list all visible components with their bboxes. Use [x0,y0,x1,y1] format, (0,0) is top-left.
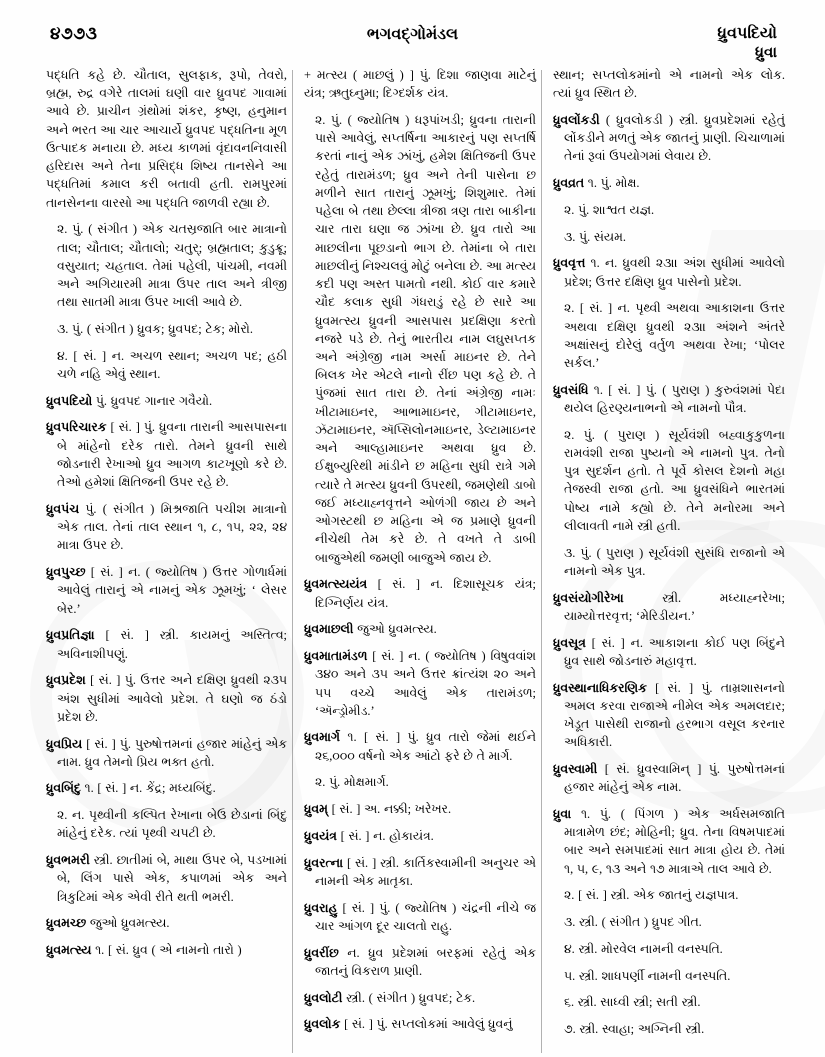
dictionary-sense [553,544,785,580]
entry-text: ( ધ્રુવલોકડી ) સ્ત્રી. ધ્રુવપ્રદેશમાં રહેતું લોંકડીને મળતું એક જાતનું પ્રાણી. ચિચાળામાં તેનાં રૂવાં ઉપયોગમાં લેવાય છે. [564,112,785,164]
dictionary-sense [304,773,536,791]
entry-headword: ધ્રુવમ્ [304,802,328,817]
dictionary-sense [304,111,536,567]
entry-text: જુઓ ધ્રુવમત્સ્ય. [353,622,437,637]
dictionary-entry [46,418,287,491]
entry-text: ૧. [ સં. ધ્રુવ ( એ નામનો તારો ) [91,943,242,958]
entry-text: [ સં. ] ન. ( જ્યોતિષ ) ઉત્તર ગોળાર્ધમાં આવેલું તારાનું એ નામનું એક ઝૂમખું; ‘ લેસર બેર.’ [57,565,287,616]
entry-headword: ધ્રુવમત્સ્ય [46,943,92,958]
entry-text: ૨. [ સં. ] ન. પૃથ્વી અથવા આકાશના ઉત્તર અથવા દક્ષિણ ધ્રુવથી ૨૩॥ અંશને અંતરે અક્ષાંસનું દોરેલું વર્તુળ અથવા રેખા; ‘પોલર સર્કલ.’ [564,301,785,371]
entry-text: ૨. પું. શાશ્વત યજ્ઞ. [564,202,655,217]
entry-text: ૩. સ્ત્રી. ( સંગીત ) ધ્રુપદ ગીત. [564,915,702,930]
dictionary-entry [46,500,287,555]
dictionary-sense [553,940,785,958]
running-head [717,24,777,64]
entry-text: સ્ત્રી. મધ્યાહ્નરેખા; યામ્યોત્તરવૃત્ત; ‘મેરિડીયન.’ [564,590,785,623]
dictionary-entry [304,944,536,980]
dictionary-entry [304,575,536,611]
running-head-bottom: ધ્રુવા [754,45,777,62]
entry-text: પું. ( સંગીત ) મિશ્રજાતિ પચીશ માત્રાનો એક તાલ. તેનાં તાલ સ્થાન ૧, ૮, ૧૫, ૨૨, ૨૪ માત્રા ઉપર છે. [57,501,287,553]
entry-text: ૨. ન. પૃથ્વીની કલ્પિત રેખાના બેઉ છેડાનાં બિંદુ માંહેનું દરેક. ત્યાં પૃથ્વી ચપટી છે. [57,808,287,841]
entry-headword: ધ્રુવપ્રિય [46,736,83,751]
entry-text: [ સં. ] સ્ત્રી. કાયમનું અસ્તિત્વ; અવિનાશીપણું. [57,628,287,661]
entry-text: [ સં. ] સ્ત્રી. કાર્તિકસ્વામીની અનુચર એ નામની એક માતૃકા. [315,855,536,888]
entry-headword: ધ્રુવવૃત્ત [553,256,586,271]
dictionary-entry [46,779,287,797]
dictionary-entry [46,626,287,662]
entry-text: સ્ત્રી. ( સંગીત ) ધ્રુવપદ; ટેક. [342,990,476,1005]
dictionary-sense [553,886,785,904]
dictionary-entry [46,851,287,906]
dictionary-entry [553,634,785,670]
entry-text: ૨. પું. ( પુરાણ ) સૂર્યવંશી બહ્વાકુકુળના રામવંશી રાજા પુષ્યનો એ નામનો પુત્ર. તેનો પુત્ર સુદર્શન હતો. તે પૂર્વે કોસલ દેશનો મહા તેજસ્વી રાજા હતો. આ ધ્રુવસંધિને ભારતમાં પોષ્ય નામે કહ્યો છે. તેને મનોરમા અને લીલાવતી નામે સ્ત્રી હતી. [564,427,785,533]
text-column-3 [544,66,793,1053]
entry-text: [ સં. ] પું. ધ્રુવના તારાની આસપાસના બે માંહેનો દરેક તારો. તેમને ધ્રુવની સાથે જોડનારી રેખાઓ ધ્રુવ આગળ કાટખૂણો કરે છે. તેઓ હમેશાં ક્ષિતિજની ઉપર રહે છે. [57,420,287,490]
entry-headword: ધ્રુવસ્વામી [553,762,598,776]
text-column-2 [295,66,544,1053]
dictionary-entry [553,254,785,290]
entry-headword: ધ્રુવમત્સ્યયંત્ર [304,577,368,592]
dictionary-sense [553,66,785,102]
entry-headword: ધ્રુવસંયોગીરેખા [553,590,624,605]
entry-text: ૧. પું. ( પિંગળ ) એક અર્ધસમજાતિ માત્રામેળ છંદ; મોહિની; ધ્રુવ. તેના વિષમપાદમાં બાર અને સમપાદમાં સાત માત્રા હોય છે. તેમાં ૧, ૫, ૯, ૧૩ અને ૧૭ માત્રાએ તાલ આવે છે. [564,806,785,876]
column-divider [541,70,542,1053]
entry-headword: ધ્રુવલોંકડી [553,112,600,127]
dictionary-entry [553,589,785,625]
dictionary-sense [553,299,785,372]
entry-text: સ્ત્રી. છાતીમાં બે, માથા ઉપર બે, પડખામાં બે, લિંગ પાસે એક, કપાળમાં એક અને ત્રિકુટિમાં એક એવી રીતે થતી ભમરી. [57,853,287,904]
entry-text: [ સં. ] ન. દિશાસૂચક યંત્ર; દિગ્નિર્ણય યંત્ર. [315,577,536,610]
dictionary-sense [46,66,287,212]
entry-text: સ્થાન; સપ્તલોકમાંનો એ નામનો એક લોક. ત્યાં ધ્રુવ સ્થિત છે. [553,68,785,101]
dictionary-entry [304,728,536,764]
entry-headword: ધ્રુવા [553,806,572,821]
entry-headword: ધ્રુવભમરી [46,853,90,868]
entry-text: [ સં. ધ્રુવસ્વામિન્ ] પું. પુરુષોત્તમનાં હજાર માંહેનું એક નામ. [564,762,785,795]
dictionary-entry [553,805,785,878]
dictionary-entry [304,854,536,890]
entry-headword: ધ્રુવરત્ના [304,855,344,870]
entry-text: ૨. પું. ( સંગીત ) એક ચતસ્રજાતિ બાર માત્રાનો તાલ; ચૌતાલ; ચૌતાલો; ચતુર્; બ્રહ્મતાલ; કુડુક્રૂ; વસુયાત; ચહતાલ. તેમાં પહેલી, પાંચમી, નવમી અને અગિયારમી માત્રા ઉપર તાલ અને ત્રીજી તથા સાતમી માત્રા ઉપર ખાલી આવે છે. [57,222,287,310]
dictionary-entry [304,1015,536,1033]
entry-text: ૬. સ્ત્રી. સાધ્વી સ્ત્રી; સતી સ્ત્રી. [564,995,701,1010]
dictionary-entry [46,914,287,932]
dictionary-sense [46,347,287,383]
column-divider [292,70,293,1053]
entry-headword: ધ્રુવમાતામંડળ [304,649,368,664]
entry-text: પું. ધ્રુવપદ ગાનાર ગવૈયો. [92,393,213,408]
dictionary-entry [553,111,785,166]
dictionary-sense [46,806,287,842]
entry-headword: ધ્રુવલોટી [304,990,343,1005]
entry-headword: ધ્રુવમાછલી [304,622,354,637]
entry-headword: ધ્રુવબિંદુ [46,781,81,796]
entry-headword: ધ્રુવપ્રતિજ્ઞા [46,628,95,643]
entry-headword: ધ્રુવરીંછ [304,945,339,960]
entry-text: [ સં. ] અ. નક્કી; ખરેખર. [327,802,452,817]
entry-headword: ધ્રુવસૂત્ર [553,635,586,650]
running-head-top: ધ્રુવપદિયો [717,25,777,42]
dictionary-entry [304,989,536,1007]
entry-text: ૨. [ સં. ] સ્ત્રી. એક જાતનું યજ્ઞપાત્ર. [564,888,739,903]
dictionary-sense [553,913,785,931]
entry-text: ૪. [ સં. ] ન. અચળ સ્થાન; અચળ પદ; હઠી ચળે નહિ એવું સ્થાન. [57,348,287,382]
dictionary-sense [553,967,785,985]
dictionary-entry [553,174,785,192]
entry-headword: ધ્રુવપુચ્છ [46,565,86,580]
entry-headword: ધ્રુવલોક [304,1017,341,1032]
book-title: ભગવદ્ગોમંડલ [366,26,459,43]
dictionary-sense [553,228,785,246]
dictionary-entry [304,620,536,638]
dictionary-entry [553,760,785,796]
entry-headword: ધ્રુવરાહુ [304,900,338,915]
dictionary-entry [304,899,536,935]
dictionary-entry [46,671,287,726]
entry-text: ૨. પું. મોક્ષમાર્ગ. [315,775,389,790]
entry-text: [ સં. ] પું. તામ્રશાસનનો અમલ કરવા રાજાએ નીમેલ એક અમલદાર; ખેડૂત પાસેથી રાજાનો હરભાગ વસૂલ કરનાર અધિકારી. [564,680,785,750]
columns-container [46,66,801,1053]
dictionary-entry [46,392,287,410]
entry-text: ૩. પું. સંયમ. [564,229,626,244]
entry-text: જુઓ ધ્રુવમત્સ્ય. [86,916,170,931]
entry-text: ૧. પું. મોક્ષ. [584,176,640,191]
entry-text: ૪. સ્ત્રી. મોરવેલ નામની વનસ્પતિ. [564,941,723,956]
entry-text: ૩. પું. ( સંગીત ) ધ્રુવક; ધ્રુવપદ; ટેક; મોરો. [57,322,253,337]
entry-headword: ધ્રુવવ્રત [553,176,585,191]
entry-text: ૨. પું. ( જ્યોતિષ ) ધરૂપાંખડી; ધ્રુવના તારાની પાસે આવેલું, સપ્તર્ષિના આકારનું પણ સપ્તર્ષિ કરતાં નાનું એક ઝાંખું, હમેશ ક્ષિતિજની ઉપર રહેતું તારામંડળ; ધ્રુવ અને તેની પાસેના છ મળીને સાત તારાનું ઝૂમખું; શિશુમાર. તેમાં પહેલા બે તથા છેલ્લા ત્રીજા ત્રણ તારા બાકીના ચાર તારા ઘણા જ ઝાંખા છે. ધ્રુવ તારો આ માછલીના પૂછડાનો ભાગ છે. તેમાંના બે તારા માછલીનું નિશ્ચલવું મોટું બનેલા છે. આ મત્સ્ય કદી પણ અસ્ત પામતો નથી. કોઈ વાર કમારે ચૌદ કલાક સુધી ગંધરાડું રહે છે સારે આ ધ્રુવમત્સ્ય ધ્રુવની આસપાસ પ્રદક્ષિણા કરતો નજરે પડે છે. તેનું ભારતીય નામ લઘુસપ્તક અને અંગ્રેજી નામ અર્સા માઇનર છે. તેને બિલક ખેર એટલે નાનો રીંછ પણ કહે છે. તે પુંજમાં સાત તારા છે. તેનાં અંગ્રેજી નામઃ ખીટામાઇનર, આભામાઇનર, ગીટામાઇનર, ઝૅટામાઇનર, ઍપ્સિલોનમાઇનર, ડેલ્ટામાઇનર અને આલ્હામાઇનર અથવા ધ્રુવ છે. ઈક્ષુબ્યુરિથી માંડીને છ મહિના સુધી રાત્રે ગમે ત્યારે તે મત્સ્ય ધ્રુવની ઉપરથી, જમણેથી ડાબો જઈ મધ્યાહ્નવૃત્તને ઓળંગી જાય છે અને ઓગસ્ટથી છ મહિના એ જ પ્રમાણે ધ્રુવની નીચેથી તેમ કરે છે. તે વખતે તે ડાબી બાજુએથી જમણી બાજુએ જાય છે. [315,112,536,565]
entry-text: [ સં. ] ન. આકાશના કોઈ પણ બિંદુને ધ્રુવ સાથે જોડનારું મહાવૃત્ત. [564,635,785,668]
dictionary-entry [553,381,785,417]
entry-text: + મત્સ્ય ( માછલું ) ] પું. દિશા જાણવા માટેનું યંત્ર; ઋતુઘ્નુમા; દિગ્દર્શક યંત્ર. [304,68,536,101]
entry-text: ૫. સ્ત્રી. શાધપર્ણી નામની વનસ્પતિ. [564,968,731,983]
entry-text: [ સં. ] પું. પુરુષોત્તમનાં હજાર માંહેનું એક નામ. ધ્રુવ તેમનો પ્રિય ભક્ત હતો. [57,736,287,769]
entry-text: ૩. પું. ( પુરાણ ) સૂર્યવંશી સુસંધિ રાજાનો એ નામનો એક પુત્ર. [564,545,785,578]
dictionary-entry [553,679,785,752]
entry-text: ન. ધ્રુવ પ્રદેશમાં બરફમાં રહેતું એક જાતનું વિકરાળ પ્રાણી. [315,945,536,978]
entry-headword: ધ્રુવપદિયો [46,393,93,408]
entry-text: [ સં. ] ન. હોકાયંત્ર. [336,828,434,843]
entry-headword: ધ્રુવમાર્ગ [304,730,340,745]
dictionary-entry [304,827,536,845]
entry-text: [ સં. ] ન. ( જ્યોતિષ ) વિષુવવાંશ ૩૪૦ અને ૩૫ અને ઉત્તર ક્રાંત્યંશ ૨૦ અને ૫૫ વચ્ચે આવેલું એક તારામંડળ; ‘ઍન્ડ્રોમીડ.’ [315,649,536,718]
entry-headword: ધ્રુવપ્રદેશ [46,673,86,688]
dictionary-sense [46,320,287,338]
dictionary-entry [304,647,536,720]
text-column-1 [46,66,295,1053]
dictionary-sense [304,66,536,102]
entry-text: ૧. ન. ધ્રુવથી ૨૩॥ અંશ સુધીમાં આવેલો પ્રદેશ; ઉત્તર દક્ષિણ ધ્રુવ પાસેનો પ્રદેશ. [564,256,785,289]
entry-headword: ધ્રુવમચ્છ [46,916,87,931]
entry-text: પદ્ધતિ કહે છે. ચૌતાલ, સુલફાક, રૂપો, તેવરો, બ્રહ્મ, રુદ્ર વગેરે તાલમાં ઘણી વાર ધ્રુવપદ ગાવામાં આવે છે. પ્રાચીન ગ્રંથોમાં શંકર, કૃષ્ણ, હનુમાન અને ભરત આ ચાર આચાર્યે ધ્રુવપદ પદ્ધતિના મૂળ ઉત્પાદક મનાયા છે. મધ્ય કાળમાં વૃંદાવનનિવાસી હરિદાસ અને તેના પ્રસિદ્ધ શિષ્ય તાનસેને આ પદ્ધતિમાં કમાલ કરી બતાવી હતી. રામપુરમાં તાનસેનના વારસો આ પદ્ધતિ જાળવી રહ્યા છે. [46,68,287,210]
entry-headword: ધ્રુવપંચ [46,501,80,516]
dictionary-entry [46,941,287,959]
dictionary-sense [46,220,287,311]
entry-text: ૭. સ્ત્રી. સ્વાહા; અગ્નિની સ્ત્રી. [564,1022,705,1037]
entry-text: [ સં. ] પું. ઉત્તર અને દક્ષિણ ધ્રુવથી ૨૩૫ અંશ સુધીમાં આવેલો પ્રદેશ. તે ઘણો જ ઠંડો પ્રદેશ છે. [57,673,287,724]
entry-text: ૧. [ સં. ] પું. ( પુરાણ ) કુરુવંશમાં પેદા થયેલ હિરણ્યનાભનો એ નામનો પૌત્ર. [564,382,785,416]
entry-headword: ધ્રુવસ્થાનાધિકરણિક [553,680,647,695]
entry-text: [ સં. ] પું. સપ્તલોકમાં આવેલું ધ્રુવનું [340,1017,513,1032]
dictionary-sense [553,993,785,1011]
dictionary-sense [553,1020,785,1038]
dictionary-sense [553,426,785,535]
entry-headword: ધ્રુવપરિચારક [46,420,107,435]
entry-text: ૧. [ સં. ] ન. કેંદ્ર; મધ્યબિંદુ. [80,781,216,796]
entry-text: ૧. [ સં. ] પું. ધ્રુવ તારો જેમાં થઈને ૨૬,૦૦૦ વર્ષનો એક આંટો ફરે છે તે માર્ગ. [315,730,536,763]
entry-text: [ સં. ] પું. ( જ્યોતિષ ) ચંદ્રની નીચે જ ચાર આંગળ દૂર ચાલતો રાહુ. [315,900,536,933]
dictionary-entry [46,735,287,771]
page-number: ૪૭૭૩ [50,24,98,43]
dictionary-sense [553,201,785,219]
dictionary-entry [46,563,287,618]
dictionary-entry [304,800,536,818]
entry-headword: ધ્રુવયંત્ર [304,828,337,843]
entry-headword: ધ્રુવસંધિ [553,382,589,397]
